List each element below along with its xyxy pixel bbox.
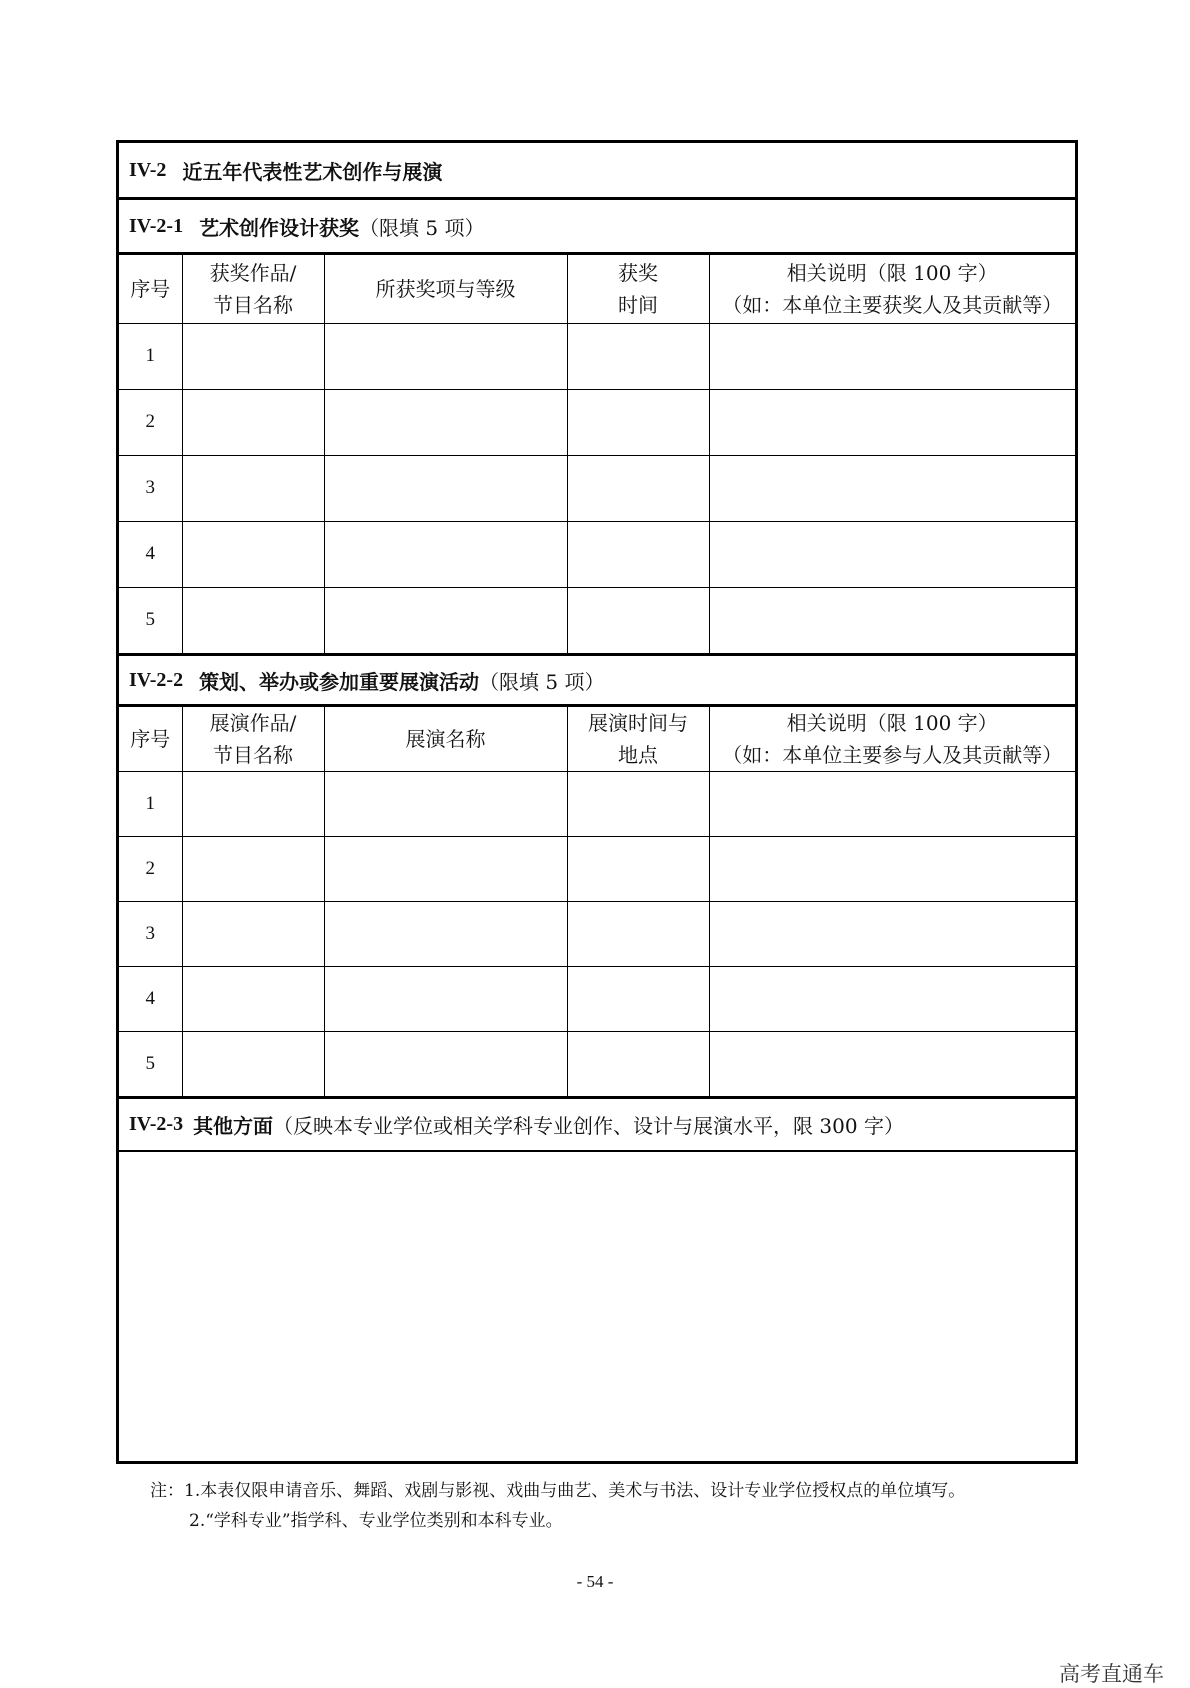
cell-award[interactable] — [324, 587, 567, 653]
watermark: 高考直通车 — [1059, 1662, 1164, 1686]
cell-work[interactable] — [182, 772, 324, 837]
cell-award[interactable] — [324, 389, 567, 455]
cell-desc[interactable] — [709, 902, 1075, 967]
table-row — [119, 323, 1075, 389]
cell-desc[interactable] — [709, 1032, 1075, 1097]
header-name: 展演名称 — [324, 707, 567, 772]
part2-code: IV-2-2 — [129, 668, 184, 691]
cell-work[interactable] — [182, 587, 324, 653]
cell-award[interactable] — [324, 521, 567, 587]
cell-name[interactable] — [324, 772, 567, 837]
part2-note: （限填 5 项） — [479, 669, 605, 694]
part3-title: 其他方面 — [193, 1114, 274, 1138]
table-row — [119, 389, 1075, 455]
section-code: IV-2 — [129, 158, 167, 181]
row-number: 3 — [119, 902, 182, 967]
header-time — [567, 255, 709, 323]
header-work — [182, 255, 324, 323]
cell-desc[interactable] — [709, 772, 1075, 837]
row-number: 5 — [119, 587, 182, 653]
cell-work[interactable] — [182, 455, 324, 521]
performances-header-row — [119, 707, 1075, 772]
table-row — [119, 587, 1075, 653]
part2-header — [119, 656, 1075, 704]
cell-time[interactable] — [567, 323, 709, 389]
header-work-line1: 获奖作品/ — [209, 260, 297, 285]
cell-name[interactable] — [324, 837, 567, 902]
header-desc-line2: （如：本单位主要参与人及其贡献等） — [722, 743, 1063, 767]
row-number: 2 — [119, 837, 182, 902]
part3-note: （反映本专业学位或相关学科专业创作、设计与展演水平，限 300 字） — [273, 1114, 904, 1138]
awards-header-row — [119, 255, 1075, 323]
table-row — [119, 902, 1075, 967]
row-number: 1 — [119, 323, 182, 389]
cell-desc[interactable] — [709, 389, 1075, 455]
footnote-1: 注：1.本表仅限申请音乐、舞蹈、戏剧与影视、戏曲与曲艺、美术与书法、设计专业学位授权点的单位填写。 — [150, 1481, 966, 1501]
header-desc-line1: 相关说明（限 100 字） — [786, 260, 998, 285]
part2-title: 策划、举办或参加重要展演活动 — [199, 669, 480, 694]
cell-work[interactable] — [182, 521, 324, 587]
cell-desc[interactable] — [709, 521, 1075, 587]
part1-note: （限填 5 项） — [359, 215, 485, 240]
header-work-line2: 节目名称 — [213, 743, 293, 767]
table-row — [119, 837, 1075, 902]
page-number: - 54 - — [576, 1572, 614, 1591]
section-header — [119, 143, 1075, 197]
part3-header — [119, 1099, 1075, 1150]
header-seq: 序号 — [119, 707, 182, 772]
cell-work[interactable] — [182, 1032, 324, 1097]
cell-time[interactable] — [567, 967, 709, 1032]
cell-time[interactable] — [567, 455, 709, 521]
header-time — [567, 707, 709, 772]
row-number: 1 — [119, 772, 182, 837]
cell-desc[interactable] — [709, 323, 1075, 389]
cell-work[interactable] — [182, 323, 324, 389]
header-desc — [709, 255, 1075, 323]
header-time-line1: 获奖 — [618, 260, 658, 285]
cell-desc[interactable] — [709, 587, 1075, 653]
cell-work[interactable] — [182, 967, 324, 1032]
awards-table — [119, 255, 1075, 653]
row-number: 5 — [119, 1032, 182, 1097]
part1-header — [119, 200, 1075, 252]
cell-name[interactable] — [324, 967, 567, 1032]
header-desc — [709, 707, 1075, 772]
footnote-2: 2.“学科专业”指学科、专业学位类别和本科专业。 — [189, 1511, 563, 1531]
cell-award[interactable] — [324, 455, 567, 521]
header-seq: 序号 — [119, 255, 182, 323]
row-number: 4 — [119, 967, 182, 1032]
header-time-line2: 地点 — [618, 743, 658, 767]
header-desc-line2: （如：本单位主要获奖人及其贡献等） — [722, 292, 1063, 317]
header-desc-line1: 相关说明（限 100 字） — [786, 711, 998, 735]
table-row — [119, 1032, 1075, 1097]
performances-table — [119, 707, 1075, 1097]
table-row — [119, 772, 1075, 837]
cell-desc[interactable] — [709, 837, 1075, 902]
cell-work[interactable] — [182, 902, 324, 967]
cell-work[interactable] — [182, 837, 324, 902]
cell-time[interactable] — [567, 587, 709, 653]
cell-time[interactable] — [567, 837, 709, 902]
cell-time[interactable] — [567, 772, 709, 837]
part3-code: IV-2-3 — [129, 1113, 184, 1135]
header-work — [182, 707, 324, 772]
cell-time[interactable] — [567, 389, 709, 455]
cell-work[interactable] — [182, 389, 324, 455]
other-aspects-text-area[interactable] — [119, 1152, 1075, 1461]
cell-time[interactable] — [567, 902, 709, 967]
header-time-line1: 展演时间与 — [588, 711, 688, 735]
header-award: 所获奖项与等级 — [324, 255, 567, 323]
row-number: 3 — [119, 455, 182, 521]
cell-name[interactable] — [324, 902, 567, 967]
section-title: 近五年代表性艺术创作与展演 — [182, 159, 443, 184]
header-work-line1: 展演作品/ — [209, 711, 297, 735]
cell-time[interactable] — [567, 521, 709, 587]
table-row — [119, 967, 1075, 1032]
header-work-line2: 节目名称 — [213, 292, 293, 317]
part1-code: IV-2-1 — [129, 214, 184, 237]
cell-desc[interactable] — [709, 455, 1075, 521]
header-time-line2: 时间 — [618, 292, 658, 317]
cell-name[interactable] — [324, 1032, 567, 1097]
table-row — [119, 521, 1075, 587]
row-number: 4 — [119, 521, 182, 587]
cell-time[interactable] — [567, 1032, 709, 1097]
row-number: 2 — [119, 389, 182, 455]
form-frame — [116, 140, 1078, 1464]
table-row — [119, 455, 1075, 521]
part1-title: 艺术创作设计获奖 — [199, 215, 360, 240]
cell-award[interactable] — [324, 323, 567, 389]
cell-desc[interactable] — [709, 967, 1075, 1032]
